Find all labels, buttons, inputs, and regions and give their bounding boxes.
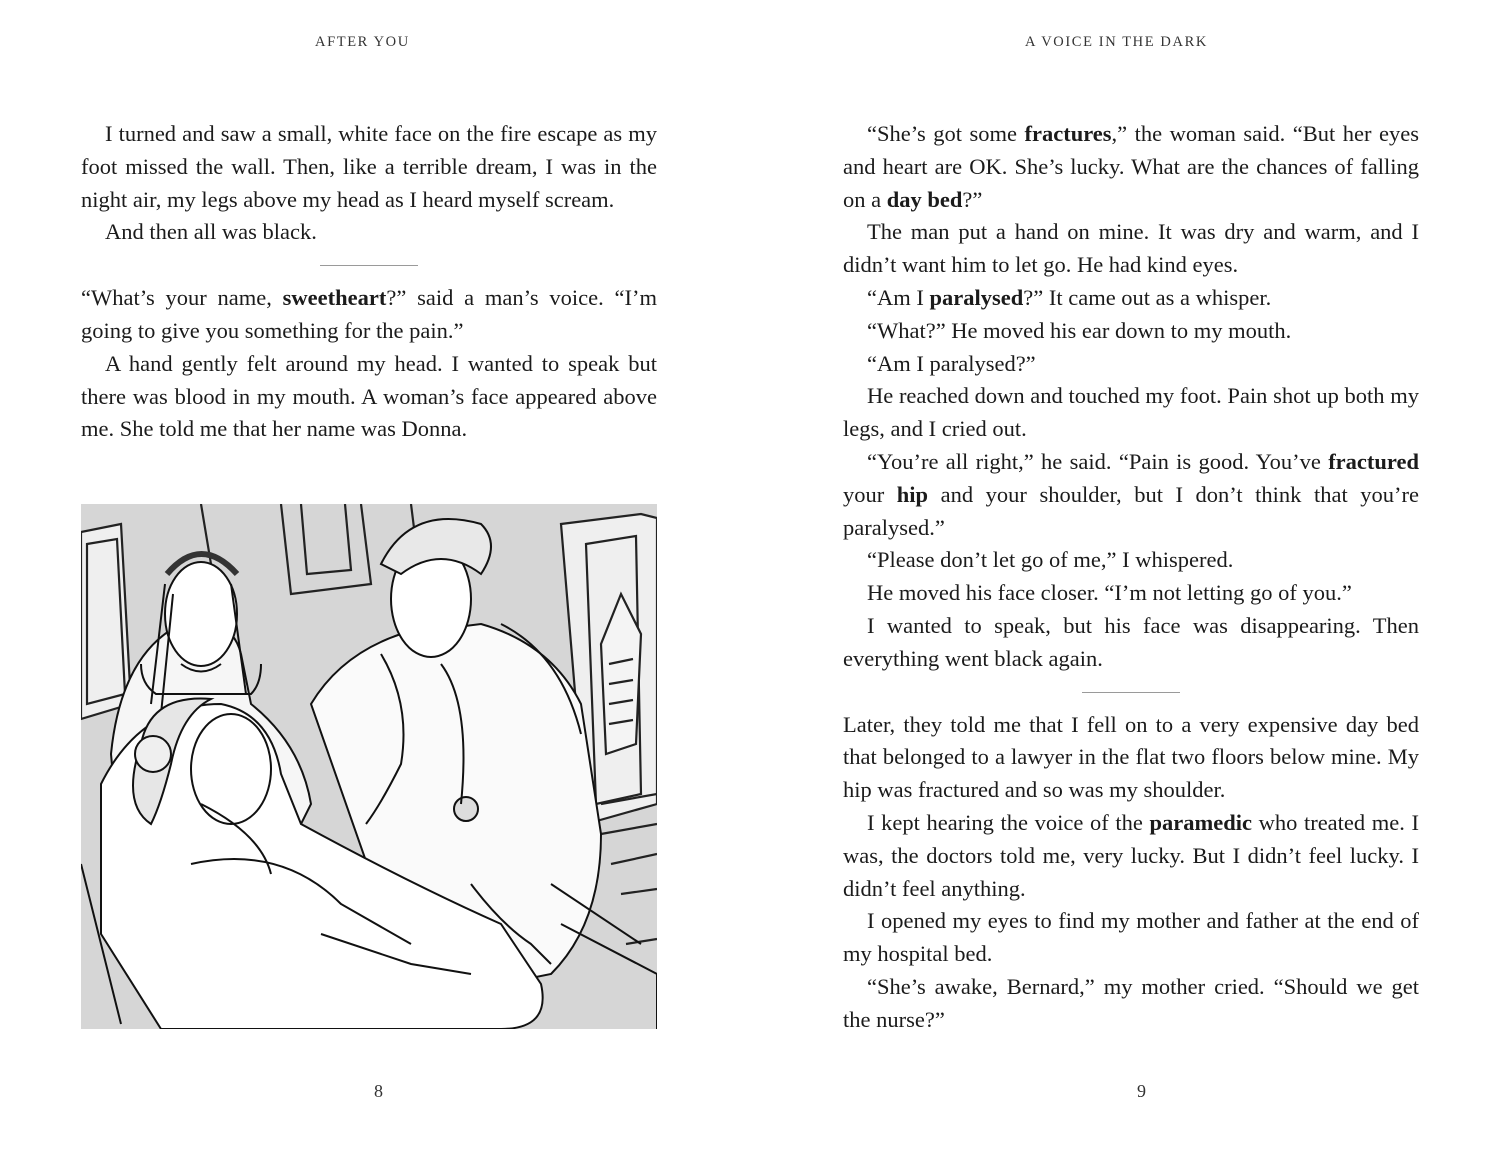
right-page — [750, 0, 1500, 1151]
section-divider — [1082, 692, 1180, 693]
paragraph: I kept hearing the voice of the paramedic who treated me. I was, the doctors told me, very lucky. But I didn’t feel lucky. I didn’t feel anything. — [843, 809, 1420, 901]
glossary-term: day bed — [886, 186, 963, 212]
paragraph: “Am I paralysed?” It came out as a whisper. — [867, 284, 1272, 310]
paragraph: And then all was black. — [105, 219, 317, 245]
ambulance-scene-drawing — [81, 504, 657, 1029]
glossary-term: paralysed — [929, 284, 1024, 310]
paragraph: “What’s your name, sweetheart?” said a man’s voice. “I’m going to give you something for the pain.” — [81, 285, 657, 343]
glossary-term: hip — [896, 481, 929, 507]
glossary-term: fractured — [1328, 448, 1419, 474]
paragraph: “She’s awake, Bernard,” my mother cried. “Should we get the nurse?” — [843, 973, 1419, 1032]
running-head: AFTER YOU — [315, 34, 410, 50]
glossary-term: fractures — [1024, 121, 1112, 146]
paragraph: “You’re all right,” he said. “Pain is good. You’ve fractured your hip and your shoulder, but I don’t think that you’re paralysed.” — [843, 448, 1419, 540]
paragraph: He reached down and touched my foot. Pain shot up both my legs, and I cried out. — [843, 383, 1419, 442]
paragraph: The man put a hand on mine. It was dry and warm, and I didn’t want him to let go. He had kind eyes. — [843, 219, 1419, 278]
glossary-term: sweetheart — [282, 285, 387, 311]
running-head: A VOICE IN THE DARK — [1025, 34, 1208, 50]
paragraph: Later, they told me that I fell on to a very expensive day bed that belonged to a lawyer in the flat two floors below mine. My hip was fractured and so was my shoulder. — [843, 711, 1419, 803]
page-number: 9 — [1137, 1081, 1146, 1101]
paragraph: I opened my eyes to find my mother and father at the end of my hospital bed. — [843, 908, 1419, 967]
paragraph: “What?” He moved his ear down to my mouth. — [867, 317, 1292, 343]
paragraph: “She’s got some fractures,” the woman said. “But her eyes and heart are OK. She’s lucky. What are the chances of falling on a day bed?” — [843, 121, 1419, 212]
glossary-term: paramedic — [1149, 809, 1252, 835]
paragraph: I turned and saw a small, white face on the fire escape as my foot missed the wall. Then, like a terrible dream, I was in the night air, my legs above my head as I heard myself scream. — [81, 121, 657, 212]
paragraph: He moved his face closer. “I’m not letting go of you.” — [867, 580, 1352, 606]
paragraph: I wanted to speak, but his face was disappearing. Then everything went black again. — [843, 612, 1419, 671]
section-divider — [320, 265, 418, 266]
text-block — [843, 118, 1419, 1037]
paragraph: “Please don’t let go of me,” I whispered. — [867, 547, 1234, 573]
paragraph: “Am I paralysed?” — [867, 350, 1036, 376]
text-block — [81, 118, 657, 446]
paragraph: A hand gently felt around my head. I wanted to speak but there was blood in my mouth. A woman’s face appeared above me. She told me that her name was Donna. — [81, 350, 657, 442]
page-number: 8 — [374, 1081, 383, 1101]
illustration — [81, 504, 657, 1029]
